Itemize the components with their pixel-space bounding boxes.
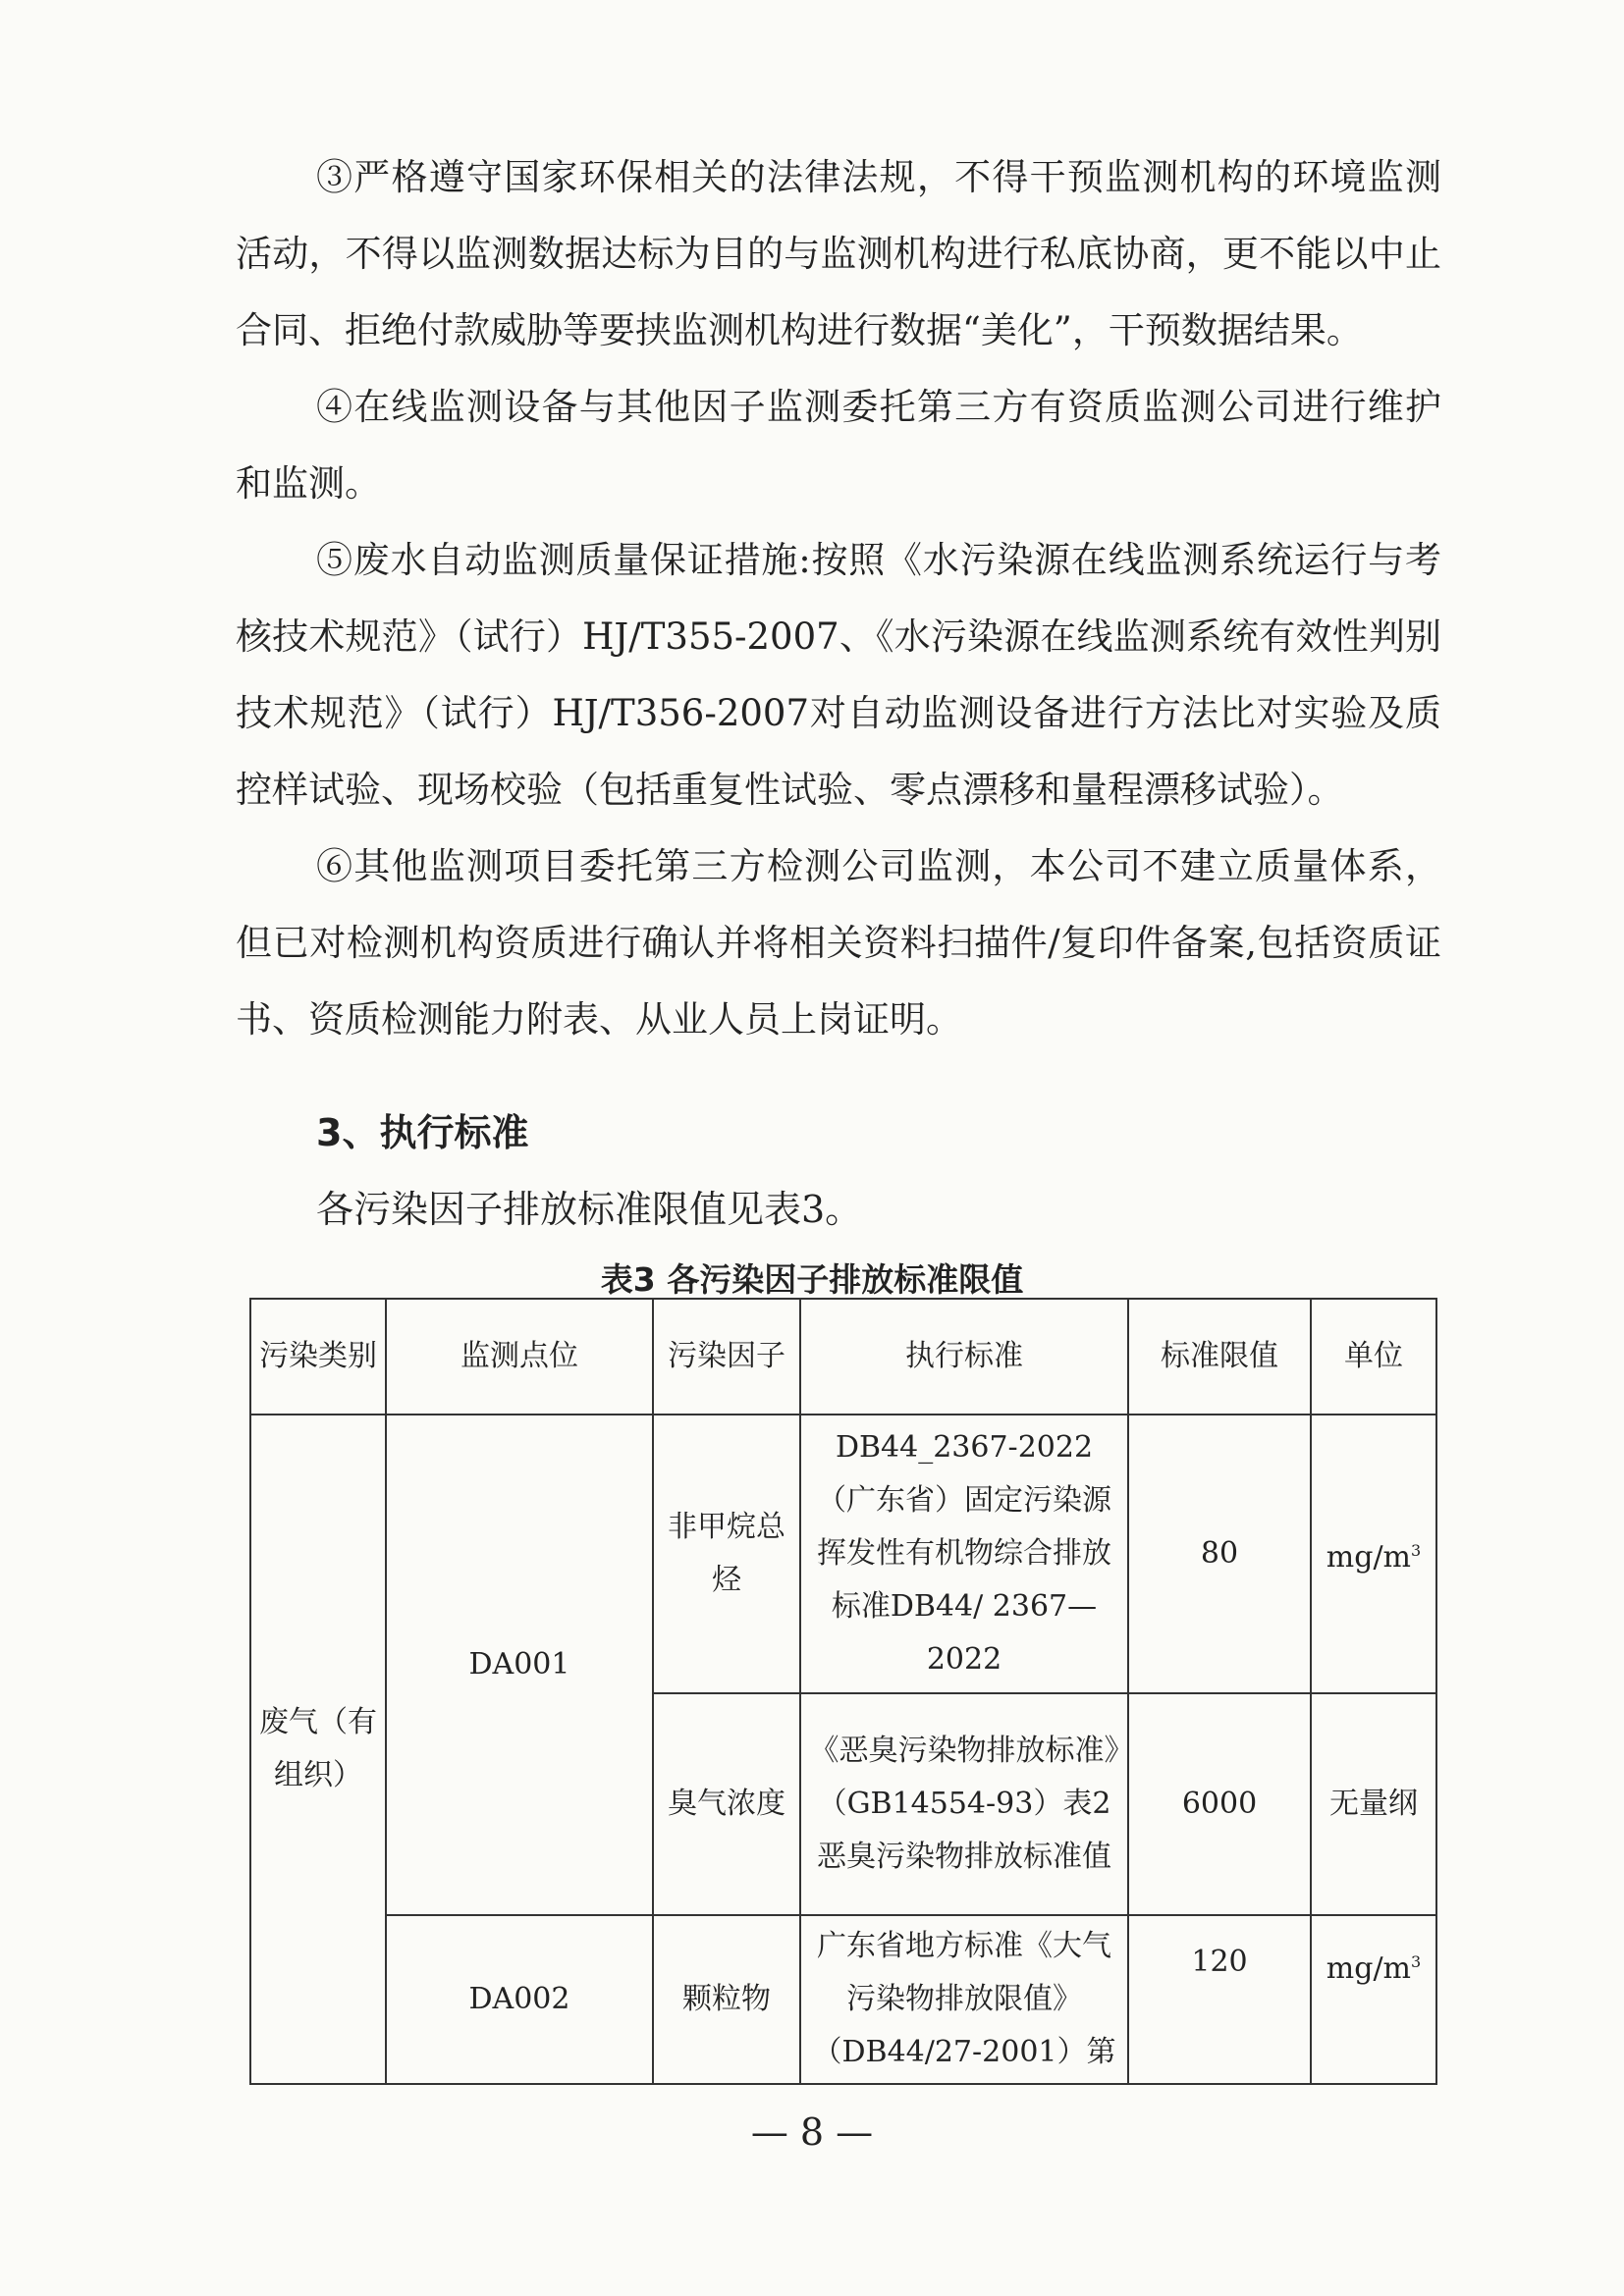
header-standard: 执行标准: [800, 1299, 1128, 1415]
cell-unit: $mg/m^3$: [1311, 1415, 1436, 1693]
header-unit: 单位: [1311, 1299, 1436, 1415]
table-row: [250, 1915, 1436, 2084]
cell-limit: 80: [1128, 1415, 1311, 1693]
paragraph-3: ③严格遵守国家环保相关的法律法规，不得干预监测机构的环境监测活动，不得以监测数据达标为目的与监测机构进行私底协商，更不能以中止合同、拒绝付款威胁等要挟监测机构进行数据“美化”，干预数据结果。: [236, 156, 1441, 351]
section-heading: 3、执行标准: [316, 1111, 529, 1154]
header-category: 污染类别: [250, 1299, 386, 1415]
header-factor: 污染因子: [653, 1299, 800, 1415]
paragraph-6: ⑥其他监测项目委托第三方检测公司监测，本公司不建立质量体系，但已对检测机构资质进行确认并将相关资料扫描件/复印件备案,包括资质证书、资质检测能力附表、从业人员上岗证明。: [236, 845, 1441, 1041]
cell-factor: 颗粒物: [653, 1915, 800, 2084]
cell-point: DA001: [386, 1415, 653, 1915]
cell-factor: 臭气浓度: [653, 1693, 800, 1915]
cell-standard: DB44_2367-2022（广东省）固定污染源挥发性有机物综合排放标准DB44/ 2367—2022: [800, 1415, 1128, 1693]
cell-limit: 120: [1128, 1915, 1311, 2084]
emission-standards-table: [249, 1298, 1437, 2085]
cell-unit: $mg/m^3$: [1311, 1915, 1436, 2084]
cell-category: 废气（有组织）: [250, 1415, 386, 2084]
table-row: [250, 1415, 1436, 1693]
page-number: — 8 —: [750, 2110, 874, 2154]
table-caption: 表3 各污染因子排放标准限值: [600, 1260, 1024, 1299]
paragraph-4: ④在线监测设备与其他因子监测委托第三方有资质监测公司进行维护和监测。: [236, 386, 1441, 505]
cell-standard: 《恶臭污染物排放标准》（GB14554-93）表2 恶臭污染物排放标准值: [800, 1693, 1128, 1915]
cell-unit: 无量纲: [1311, 1693, 1436, 1915]
table-header-row: [250, 1299, 1436, 1415]
header-point: 监测点位: [386, 1299, 653, 1415]
table-intro: 各污染因子排放标准限值见表3。: [316, 1188, 863, 1231]
cell-factor: 非甲烷总烃: [653, 1415, 800, 1693]
cell-standard: 广东省地方标准《大气污染物排放限值》（DB44/27-2001）第: [800, 1915, 1128, 2084]
cell-point: DA002: [386, 1915, 653, 2084]
header-limit: 标准限值: [1128, 1299, 1311, 1415]
paragraph-5: ⑤废水自动监测质量保证措施:按照《水污染源在线监测系统运行与考核技术规范》（试行）HJ/T355-2007、《水污染源在线监测系统有效性判别技术规范》（试行）HJ/T356-2007对自动监测设备进行方法比对实验及质控样试验、现场校验（包括重复性试验、零点漂移和量程漂移试验）。: [236, 539, 1441, 811]
cell-limit: 6000: [1128, 1693, 1311, 1915]
